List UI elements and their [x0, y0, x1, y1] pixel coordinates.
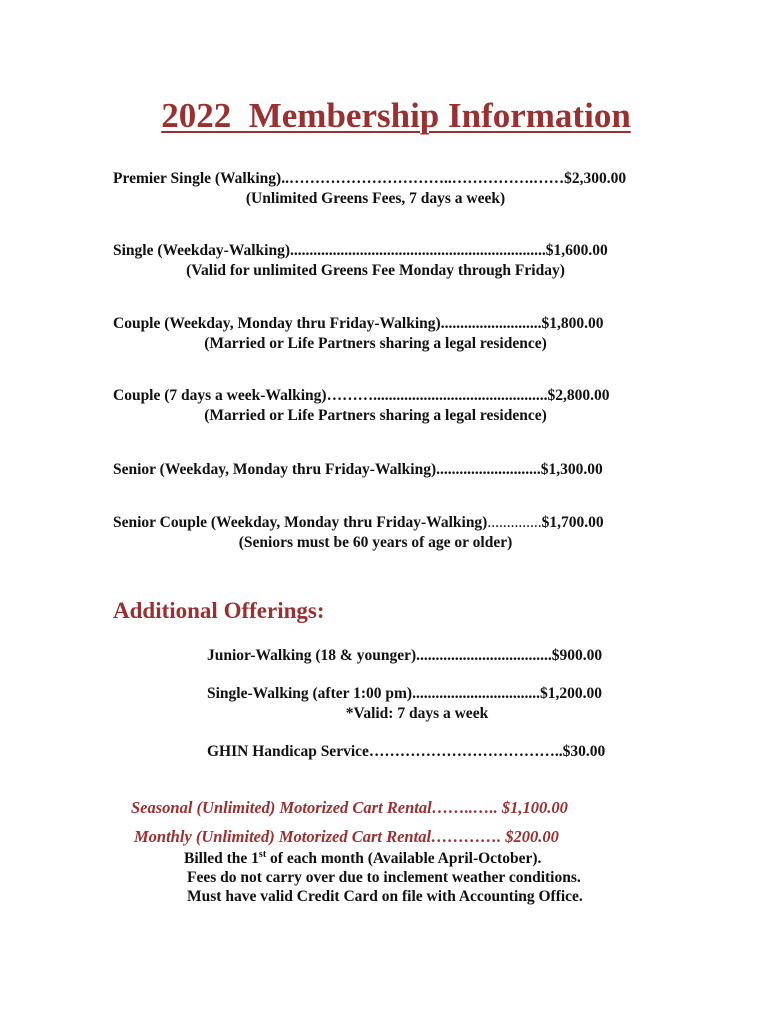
- cart-fees-note: Fees do not carry over due to inclement weather conditions.: [187, 869, 581, 886]
- offering-single-afternoon-note: *Valid: 7 days a week: [345, 705, 489, 722]
- page-title: 2022 Membership Information: [161, 96, 631, 135]
- cart-billing-note-pre: Billed the 1: [184, 850, 259, 868]
- membership-senior-couple-label: Senior Couple (Weekday, Monday thru Friday-Walking): [113, 514, 488, 531]
- offering-single-afternoon: Single-Walking (after 1:00 pm).................................$1,200.00: [207, 685, 602, 702]
- cart-billing-note: [184, 849, 541, 868]
- offering-junior: Junior-Walking (18 & younger)...................................$900.00: [207, 647, 603, 664]
- cart-billing-note-post: of each month (Available April-October).: [266, 850, 542, 868]
- membership-premier-single-note: (Unlimited Greens Fees, 7 days a week): [245, 190, 506, 207]
- membership-couple-7days-note: (Married or Life Partners sharing a legal residence): [204, 407, 547, 424]
- cart-billing-note-sup: st: [258, 849, 267, 860]
- membership-senior-couple: [113, 514, 604, 532]
- membership-senior-weekday: Senior (Weekday, Monday thru Friday-Walking)...........................$1,300.00: [113, 461, 603, 478]
- membership-senior-couple-note: (Seniors must be 60 years of age or older): [238, 534, 513, 551]
- membership-senior-couple-dots: ..............: [487, 514, 542, 531]
- membership-couple-weekday: Couple (Weekday, Monday thru Friday-Walking)..........................$1,800.00: [113, 315, 604, 332]
- cart-rental-monthly: Monthly (Unlimited) Motorized Cart Rental…………. $200.00: [134, 827, 559, 846]
- membership-single-weekday-note: (Valid for unlimited Greens Fee Monday through Friday): [186, 262, 565, 279]
- membership-premier-single: Premier Single (Walking)..…………………………..…………….……$2,300.00: [113, 170, 627, 187]
- additional-offerings-heading: Additional Offerings:: [113, 598, 325, 623]
- membership-single-weekday: Single (Weekday-Walking)..................................................................$1,600.00: [113, 242, 608, 259]
- membership-couple-weekday-note: (Married or Life Partners sharing a legal residence): [204, 335, 547, 352]
- cart-card-note: Must have valid Credit Card on file with Accounting Office.: [187, 888, 583, 905]
- cart-rental-seasonal: Seasonal (Unlimited) Motorized Cart Rental……..….. $1,100.00: [131, 798, 568, 817]
- membership-senior-couple-price: $1,700.00: [541, 514, 604, 531]
- offering-ghin-handicap: GHIN Handicap Service………………………………..$30.00: [207, 743, 606, 760]
- membership-couple-7days: Couple (7 days a week-Walking)……….............................................$2,800.00: [113, 387, 610, 404]
